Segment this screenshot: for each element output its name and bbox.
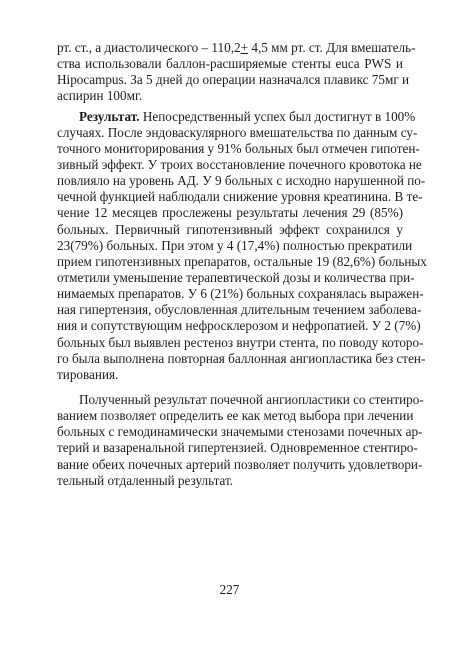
text-line: вание обеих почечных артерий позволяет получить удовлетвори- xyxy=(57,456,423,472)
plus-minus-symbol: + xyxy=(240,40,249,55)
text-line: аспирин 100мг. xyxy=(57,88,143,104)
text-line: Hipocampus. За 5 дней до операции назначался плавикс 75мг и xyxy=(57,72,410,88)
text-line: ная гипертензия, обусловленная длительным течением заболева- xyxy=(57,302,422,318)
text-line: го была выполнена повторная баллонная ангиопластика без стен- xyxy=(57,350,426,366)
text-line: чение 12 месяцев прослежены результаты лечения 29 (85%) xyxy=(57,205,403,221)
text-segment: 4,5 мм рт. ст. Для вмешатель- xyxy=(248,40,416,55)
text-segment: рт. ст., а диастолического – 110,2 xyxy=(57,40,241,55)
text-line: ния и сопутствующим нефросклерозом и нефропатией. У 2 (7%) xyxy=(57,318,421,334)
text-line: терий и вазаренальной гипертензией. Одновременное стентиро- xyxy=(57,440,418,456)
text-line: повлияло на уровень АД. У 9 больных с исходно нарушенной по- xyxy=(57,173,426,189)
text-line: точного мониторирования у 91% больных был отмечен гипотен- xyxy=(57,140,420,156)
text-line: больных с гемодинамически значемыми стенозами почечных ар- xyxy=(57,424,423,440)
result-paragraph xyxy=(57,108,427,383)
intro-paragraph xyxy=(57,40,416,105)
text-segment: Непосредственный успех был достигнут в 100% xyxy=(139,108,416,124)
text-line xyxy=(57,108,416,125)
text-line: ванием позволяет определить ее как метод выбора при лечении xyxy=(57,408,414,424)
text-line: больных. Первичный гипотензивный эффект сохранился у xyxy=(57,221,403,237)
text-line: ства использовали баллон-расширяемые стенты euca PWS и xyxy=(57,56,403,72)
paragraph-spacer xyxy=(57,383,403,392)
page-body xyxy=(57,40,427,489)
text-line: тирования. xyxy=(57,366,119,382)
text-line: прием гипотензивных препаратов, остальные 19 (82,6%) больных xyxy=(57,253,427,269)
text-line: тельный отдаленный результат. xyxy=(57,472,234,488)
conclusion-paragraph xyxy=(57,391,424,489)
text-line: зивный эффект. У троих восстановление почечного кровотока не xyxy=(57,156,422,172)
text-line: 23(79%) больных. При этом у 4 (17,4%) полностью прекратили xyxy=(57,237,413,253)
result-heading: Результат. xyxy=(79,108,140,124)
page-number: 227 xyxy=(219,582,240,597)
text-line: случаях. После эндоваскулярного вмешательства по данным су- xyxy=(57,124,418,140)
text-line: больных был выявлен рестеноз внутри стента, по поводу которо- xyxy=(57,334,424,350)
text-line xyxy=(57,40,416,56)
text-line: отметили уменьшение терапевтической дозы и количества при- xyxy=(57,269,415,285)
text-line: нимаемых препаратов. У 6 (21%) больных сохранялась выражен- xyxy=(57,286,424,302)
text-line: Полученный результат почечной ангиопластики со стентиро- xyxy=(79,391,424,407)
text-line: чечной функцией наблюдали снижение уровня креатинина. В те- xyxy=(57,189,423,205)
